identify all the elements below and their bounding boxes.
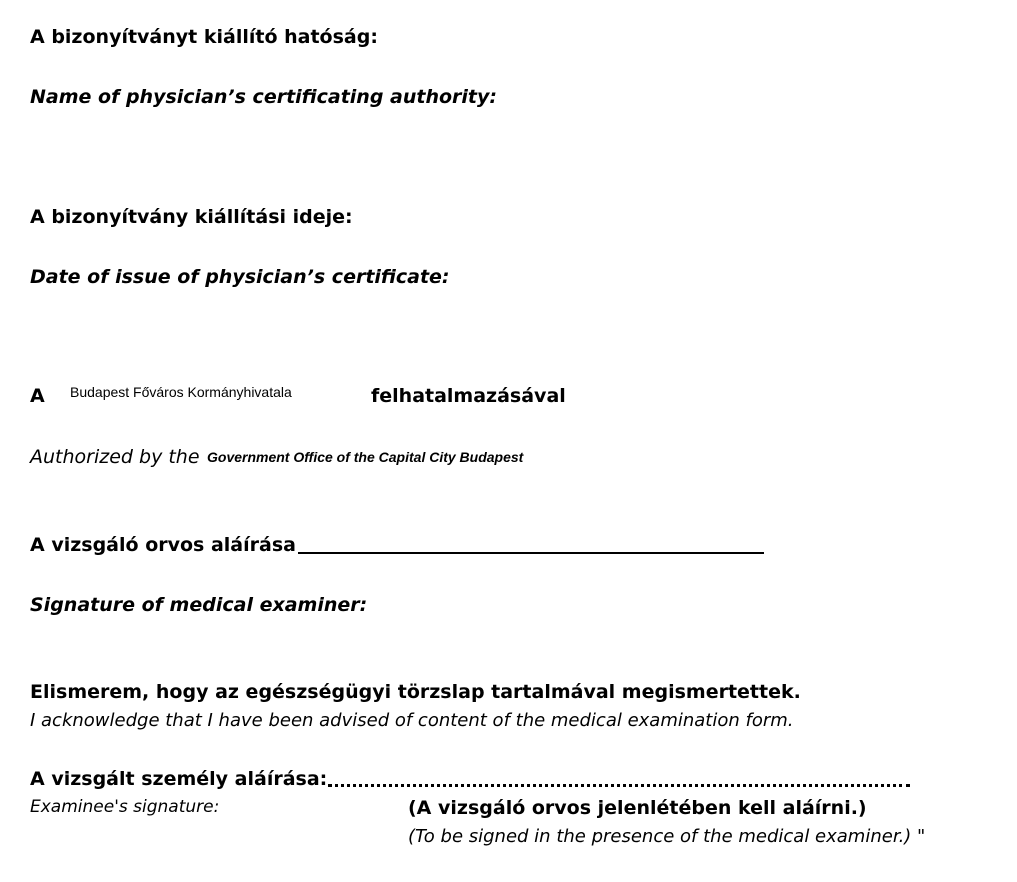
- examiner-signature-line[interactable]: [298, 552, 764, 554]
- acknowledgement-en: I acknowledge that I have been advised of content of the medical examination form.: [30, 710, 794, 731]
- examinee-signature-label-en: Examinee's signature:: [30, 797, 220, 817]
- examinee-signature-dotted-line[interactable]: [328, 784, 910, 787]
- authorization-office-hu: Budapest Főváros Kormányhivatala: [70, 384, 292, 400]
- examinee-signature-note-hu: (A vizsgáló orvos jelenlétében kell aláírni.): [408, 797, 867, 819]
- authorization-suffix-hu: felhatalmazásával: [371, 385, 566, 407]
- examiner-signature-label-en: Signature of medical examiner:: [30, 594, 368, 616]
- authorization-office-en: Government Office of the Capital City Budapest: [207, 449, 524, 465]
- authorization-prefix-hu: A: [30, 385, 45, 407]
- examinee-signature-note-en: (To be signed in the presence of the medical examiner.) ": [408, 826, 926, 847]
- acknowledgement-hu: Elismerem, hogy az egészségügyi törzslap tartalmával megismertettek.: [30, 681, 801, 703]
- examinee-signature-label-hu: A vizsgált személy aláírása:: [30, 768, 328, 790]
- authority-label-hu: A bizonyítványt kiállító hatóság:: [30, 26, 378, 48]
- authority-label-en: Name of physician’s certificating authority:: [30, 86, 498, 108]
- issue-date-label-en: Date of issue of physician’s certificate:: [30, 266, 450, 288]
- issue-date-label-hu: A bizonyítvány kiállítási ideje:: [30, 206, 353, 228]
- examiner-signature-label-hu: A vizsgáló orvos aláírása: [30, 534, 296, 556]
- authorization-prefix-en: Authorized by the: [30, 446, 200, 468]
